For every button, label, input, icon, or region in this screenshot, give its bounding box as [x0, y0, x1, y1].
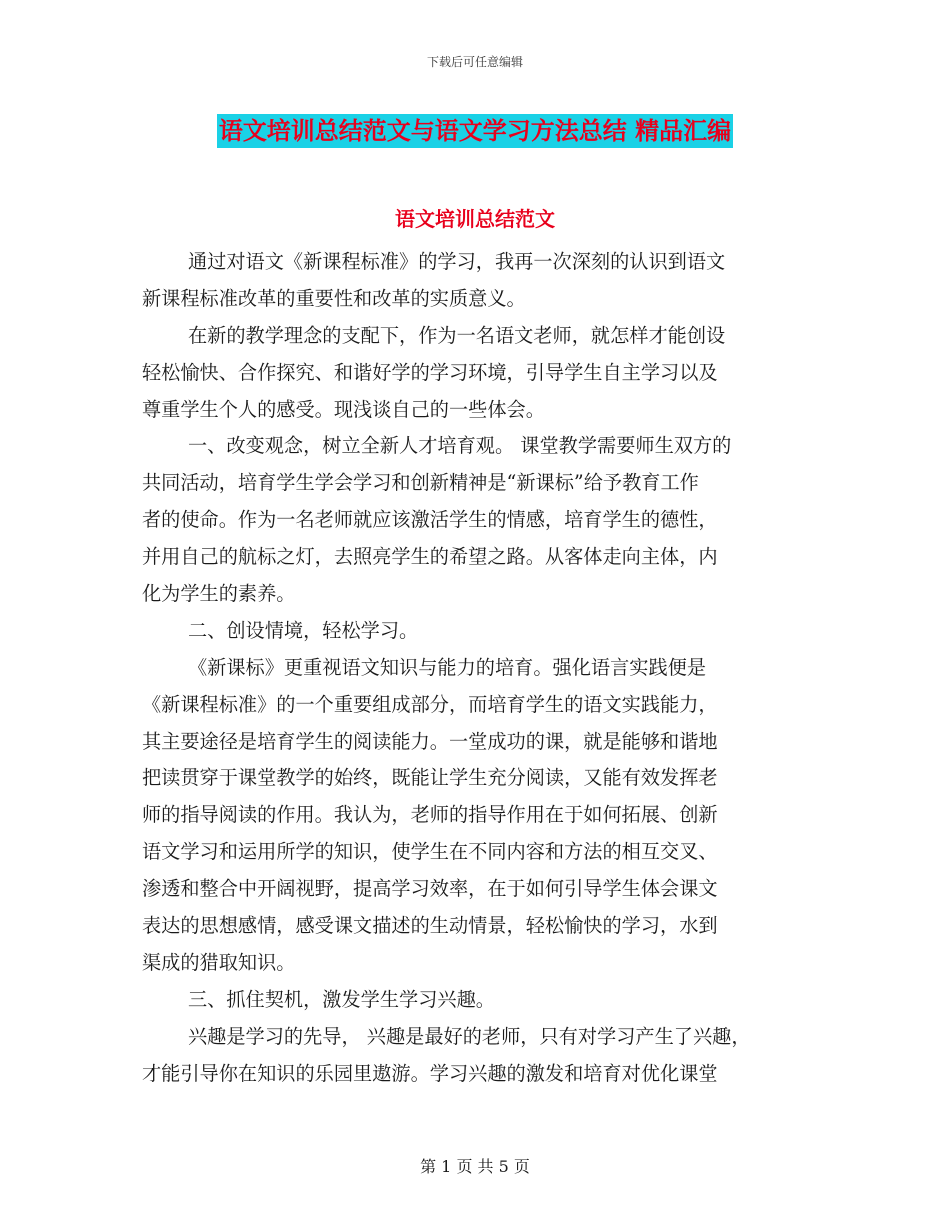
body-line: 轻松愉快、合作探究、和谐好学的学习环境，引导学生自主学习以及 — [142, 360, 718, 384]
body-line: 通过对语文《新课程标准》的学习，我再一次深刻的认识到语文 — [188, 250, 726, 273]
header-note: 下载后可任意编辑 — [426, 55, 523, 69]
body-line: 渠成的猎取知识。 — [142, 950, 296, 974]
body-text — [142, 244, 802, 1092]
body-line: 《新课程标准》的一个重要组成部分，而培育学生的语文实践能力， — [142, 692, 718, 716]
body-line: 语文学习和运用所学的知识，使学生在不同内容和方法的相互交叉、 — [142, 840, 718, 864]
body-line: 把读贯穿于课堂教学的始终，既能让学生充分阅读，又能有效发挥老 — [142, 766, 718, 790]
body-line: 师的指导阅读的作用。我认为，老师的指导作用在于如何拓展、创新 — [142, 803, 718, 827]
body-line: 渗透和整合中开阔视野，提高学习效率，在于如何引导学生体会课文 — [142, 877, 718, 901]
main-title: 语文培训总结范文与语文学习方法总结 精品汇编 — [217, 114, 733, 148]
body-line: 一、改变观念，树立全新人才培育观。 课堂教学需要师生双方的 — [188, 434, 732, 458]
body-line: 化为学生的素养。 — [142, 582, 296, 606]
body-line: 尊重学生个人的感受。现浅谈自己的一些体会。 — [142, 397, 545, 421]
body-line: 共同活动，培育学生学会学习和创新精神是“新课标”给予教育工作 — [142, 471, 699, 495]
page-number-footer: 第 1 页 共 5 页 — [420, 1157, 530, 1176]
section-title: 语文培训总结范文 — [395, 207, 555, 231]
body-line: 在新的教学理念的支配下，作为一名语文老师，就怎样才能创设 — [188, 323, 726, 347]
body-line: 其主要途径是培育学生的阅读能力。一堂成功的课，就是能够和谐地 — [142, 729, 718, 753]
body-line: 兴趣是学习的先导， 兴趣是最好的老师，只有对学习产生了兴趣， — [188, 1024, 751, 1048]
body-line: 者的使命。作为一名老师就应该激活学生的情感，培育学生的德性， — [142, 508, 718, 532]
body-line: 二、创设情境，轻松学习。 — [188, 618, 419, 642]
body-line: 新课程标准改革的重要性和改革的实质意义。 — [142, 286, 526, 310]
body-line: 三、抓住契机，激发学生学习兴趣。 — [188, 987, 495, 1011]
body-line: 表达的思想感情，感受课文描述的生动情景，轻松愉快的学习，水到 — [142, 914, 718, 938]
main-title-wrapper — [0, 114, 950, 148]
body-line: 并用自己的航标之灯，去照亮学生的希望之路。从客体走向主体，内 — [142, 545, 718, 569]
body-line: 才能引导你在知识的乐园里遨游。学习兴趣的激发和培育对优化课堂 — [142, 1061, 718, 1085]
body-line: 《新课标》更重视语文知识与能力的培育。强化语言实践便是 — [188, 655, 707, 679]
